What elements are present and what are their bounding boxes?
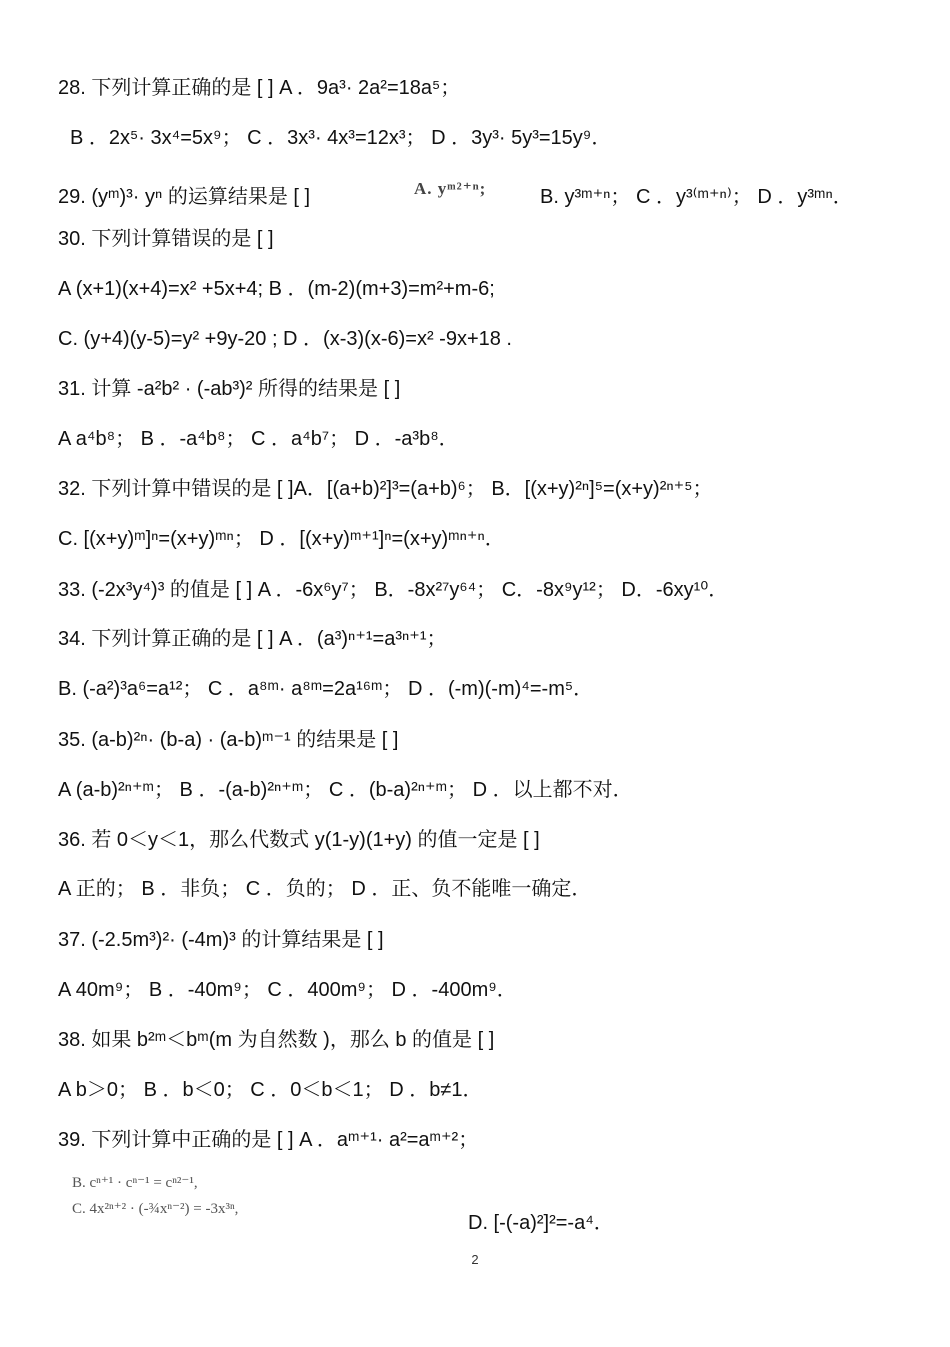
question-30-options-cd: C. (y+4)(y-5)=y² +9y-20 ; D ．(x-3)(x-6)=x² -9x+18 . [58,328,512,350]
question-36-stem: 36. 若 0＜y＜1，那么代数式 y(1-y)(1+y) 的值一定是 [ ] [58,829,540,851]
question-34-stem: 34. 下列计算正确的是 [ ] A ．(a³)ⁿ⁺¹=a³ⁿ⁺¹； [58,628,447,650]
question-37-stem: 37. (-2.5m³)²· (-4m)³ 的计算结果是 [ ] [58,929,384,951]
question-39-option-b-image: B. cⁿ⁺¹ · cⁿ⁻¹ = cⁿ²⁻¹, [72,1175,198,1191]
question-33: 33. (-2x³y⁴)³ 的值是 [ ] A ．-6x⁶y⁷； B．-8x²⁷y⁶⁴； C．-8x⁹y¹²； D．-6xy¹⁰． [58,579,729,601]
question-32-stem: 32. 下列计算中错误的是 [ ]A．[(a+b)²]³=(a+b)⁶； B．[(x+y)²ⁿ]⁵=(x+y)²ⁿ⁺⁵； [58,478,713,500]
question-38-options: A b＞0； B ．b＜0； C ．0＜b＜1； D ．b≠1． [58,1079,483,1101]
page-number: 2 [471,1252,479,1267]
question-29-option-a-image: A. yᵐ²⁺ⁿ; [414,179,487,198]
question-29-stem: 29. (yᵐ)³· yⁿ 的运算结果是 [ ] [58,186,311,208]
question-29-options: B. y³ᵐ⁺ⁿ； C ．y³⁽ᵐ⁺ⁿ⁾； D ．y³ᵐⁿ． [540,186,853,208]
question-35-stem: 35. (a-b)²ⁿ· (b-a) · (a-b)ᵐ⁻¹ 的结果是 [ ] [58,729,399,751]
question-28-options: B ．2x⁵· 3x⁴=5x⁹； C ．3x³· 4x³=12x³； D ．3y³· 5y³=15y⁹． [70,127,612,149]
question-30-stem: 30. 下列计算错误的是 [ ] [58,228,274,250]
question-28-stem: 28. 下列计算正确的是 [ ] A ．9a³· 2a²=18a⁵； [58,77,461,99]
question-32-options: C. [(x+y)ᵐ]ⁿ=(x+y)ᵐⁿ； D ．[(x+y)ᵐ⁺¹]ⁿ=(x+y)ᵐⁿ⁺ⁿ． [58,528,505,550]
question-38-stem: 38. 如果 b²ᵐ＜bᵐ(m 为自然数 )，那么 b 的值是 [ ] [58,1029,495,1051]
question-31-options: A a⁴b⁸； B ．-a⁴b⁸； C ．a⁴b⁷； D ．-a³b⁸． [58,428,459,450]
question-36-options: A 正的； B ．非负； C ．负的； D ．正、负不能唯一确定． [58,878,592,900]
question-37-options: A 40m⁹； B ．-40m⁹； C ．400m⁹； D ．-400m⁹． [58,979,517,1001]
question-30-options-ab: A (x+1)(x+4)=x² +5x+4; B ．(m-2)(m+3)=m²+m-6; [58,278,495,300]
question-39-stem: 39. 下列计算中正确的是 [ ] A ．aᵐ⁺¹· a²=aᵐ⁺²； [58,1129,479,1151]
question-34-options: B. (-a²)³a⁶=a¹²； C ．a⁸ᵐ· a⁸ᵐ=2a¹⁶ᵐ； D ．(-m)(-m)⁴=-m⁵． [58,678,594,700]
question-39-option-d: D. [-(-a)²]²=-a⁴． [468,1212,614,1234]
question-31-stem: 31. 计算 -a²b² · (-ab³)² 所得的结果是 [ ] [58,378,401,400]
question-39-option-c-image: C. 4x²ⁿ⁺² · (-¾xⁿ⁻²) = -3x³ⁿ, [72,1201,239,1217]
question-35-options: A (a-b)²ⁿ⁺ᵐ； B ．-(a-b)²ⁿ⁺ᵐ； C ．(b-a)²ⁿ⁺ᵐ； D ．以上都不对． [58,779,633,801]
